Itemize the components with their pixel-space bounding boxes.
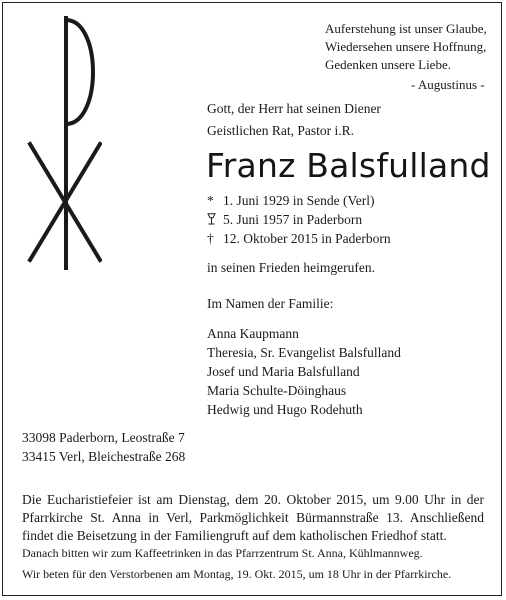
deceased-name: Franz Balsfulland bbox=[206, 146, 491, 185]
quote-line: Wiedersehen unsere Hoffnung, bbox=[325, 39, 487, 54]
service-info: Die Eucharistiefeier ist am Dienstag, dem 20. Oktober 2015, um 9.00 Uhr in der Pfarrkirche St. Anna in Verl, Parkmöglichkeit Bürmannstraße 13. Anschließend findet die Beisetzung in der Familiengruft auf dem katholischen Friedhof statt. bbox=[22, 492, 484, 543]
quote-line: Auferstehung ist unser Glaube, bbox=[325, 21, 487, 36]
chalice-icon bbox=[207, 210, 223, 229]
cross-icon: † bbox=[207, 231, 214, 246]
death-date-row bbox=[207, 229, 391, 248]
birth-date: 1. Juni 1929 in Sende (Verl) bbox=[223, 193, 375, 208]
family-member: Theresia, Sr. Evangelist Balsfulland bbox=[207, 345, 401, 360]
intro-line-2: Geistlichen Rat, Pastor i.R. bbox=[207, 123, 354, 138]
family-member: Maria Schulte-Döinghaus bbox=[207, 383, 347, 398]
family-intro: Im Namen der Familie: bbox=[207, 296, 334, 311]
ordination-date-row bbox=[207, 210, 391, 229]
chi-rho-icon bbox=[22, 14, 102, 270]
coffee-note: Danach bitten wir zum Kaffeetrinken in das Pfarrzentrum St. Anna, Kühlmannweg. bbox=[22, 546, 423, 560]
family-members bbox=[207, 324, 401, 419]
family-member: Anna Kaupmann bbox=[207, 326, 299, 341]
address-line: 33098 Paderborn, Leostraße 7 bbox=[22, 430, 185, 445]
family-member: Josef und Maria Balsfulland bbox=[207, 364, 360, 379]
life-dates bbox=[207, 191, 391, 248]
birth-date-row bbox=[207, 191, 391, 210]
peace-text: in seinen Frieden heimgerufen. bbox=[207, 260, 375, 275]
birth-star-icon: * bbox=[207, 193, 214, 208]
prayer-note: Wir beten für den Verstorbenen am Montag, 19. Okt. 2015, um 18 Uhr in der Pfarrkirche. bbox=[22, 567, 452, 581]
intro-text bbox=[207, 98, 381, 142]
address-line: 33415 Verl, Bleichestraße 268 bbox=[22, 449, 186, 464]
intro-line-1: Gott, der Herr hat seinen Diener bbox=[207, 101, 381, 116]
family-member: Hedwig und Hugo Rodehuth bbox=[207, 402, 363, 417]
addresses bbox=[22, 428, 185, 466]
ordination-date: 5. Juni 1957 in Paderborn bbox=[223, 212, 363, 227]
quote-block bbox=[325, 20, 495, 94]
quote-line: Gedenken unsere Liebe. bbox=[325, 57, 451, 72]
death-date: 12. Oktober 2015 in Paderborn bbox=[223, 231, 391, 246]
quote-author: - Augustinus - bbox=[411, 77, 485, 92]
